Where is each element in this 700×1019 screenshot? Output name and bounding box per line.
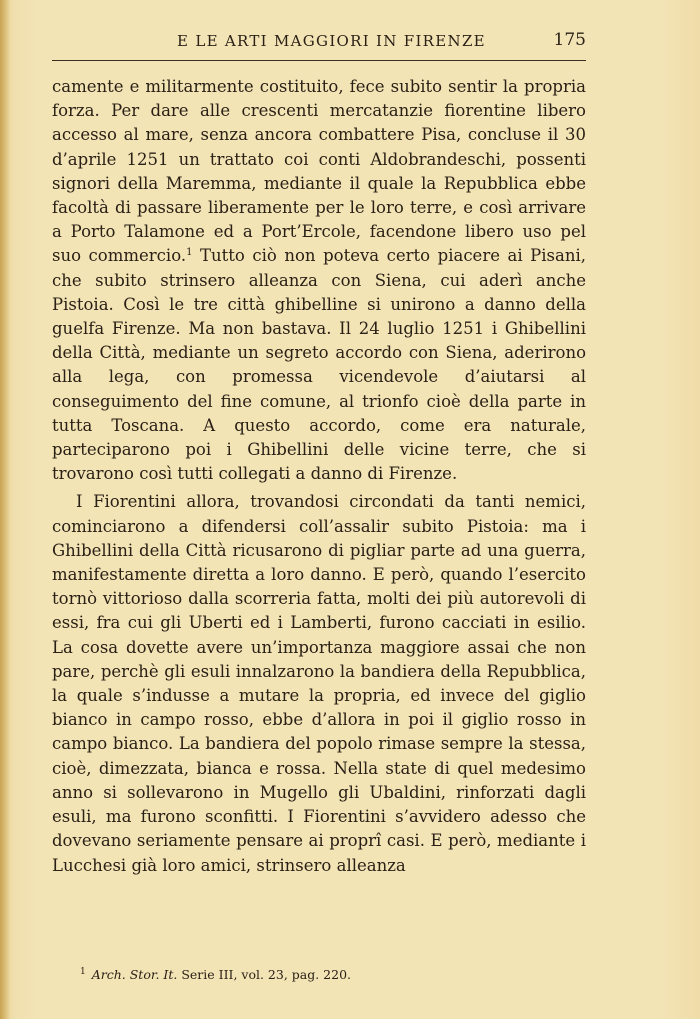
header-rule (52, 60, 586, 61)
footnote-mark: 1 (80, 967, 86, 977)
page-binding-shadow (0, 0, 10, 1019)
paragraph-2: I Fiorentini allora, trovandosi circondati da tanti nemici, cominciarono a difendersi coll’assalir subito Pistoia: ma i Ghibellini della Città ricusarono di pigliar parte ad una guerra, manifestamente diretta a loro danno. E però, quando l’esercito tornò vittorioso dalla scorreria fatta, molti dei più autorevoli di essi, fra cui gli Uberti ed i Lamberti, furono cacciati in esilio. La cosa dovette avere un’importanza maggiore assai che non pare, perchè gli esuli innalzarono la bandiera della Repubblica, la quale s’indusse a mutare la propria, ed invece del giglio bianco in campo rosso, ebbe d’allora in poi il giglio rosso in campo bianco. La bandiera del popolo rimase sempre la stessa, cioè, dimezzata, bianca e rossa. Nella state di quel medesimo anno si sollevarono in Mugello gli Ubaldini, rinforzati dagli esuli, ma furono sconfitti. I Fiorentini s’avvidero adesso che dovevano seriamente pensare ai proprî casi. E però, mediante i Lucchesi già loro amici, strinsero alleanza (52, 492, 586, 875)
page-number: 175 (553, 30, 586, 50)
footnote-detail: Serie III, vol. 23, pag. 220. (181, 967, 352, 982)
running-header (52, 30, 586, 58)
footnote-source: Arch. Stor. It. (91, 967, 178, 982)
paragraph-1-text-b: Tutto ciò non poteva certo piacere ai Pisani, che subito strinsero alleanza con Siena, cui aderì anche Pistoia. Così le tre città ghibelline si unirono a danno della guelfa Firenze. Ma non bastava. Il 24 luglio 1251 i Ghibellini della Città, mediante un segreto accordo con Siena, aderirono alla lega, con promessa vicendevole d’aiutarsi al conseguimento del fine comune, al trionfo cioè della parte in tutta Toscana. A questo accordo, come era naturale, parteciparono poi i Ghibellini delle vicine terre, che si trovarono così tutti collegati a danno di Firenze. (52, 246, 586, 484)
running-title: E LE ARTI MAGGIORI IN FIRENZE (177, 32, 486, 50)
footnote (80, 967, 560, 982)
footnote-reference[interactable]: 1 (186, 247, 193, 259)
body-text (52, 75, 586, 878)
paragraph-1 (52, 75, 586, 486)
paragraph-1-text-a: camente e militarmente costituito, fece subito sentir la propria forza. Per dare alle crescenti mercatanzie fiorentine libero accesso al mare, senza ancora combattere Pisa, concluse il 30 d’aprile 1251 un trattato coi conti Aldobrandeschi, possenti signori della Maremma, mediante il quale la Repubblica ebbe facoltà di passare liberamente per le loro terre, e così arrivare a Porto Talamone ed a Port’Ercole, facendone libero uso pel suo commercio. (52, 77, 586, 266)
